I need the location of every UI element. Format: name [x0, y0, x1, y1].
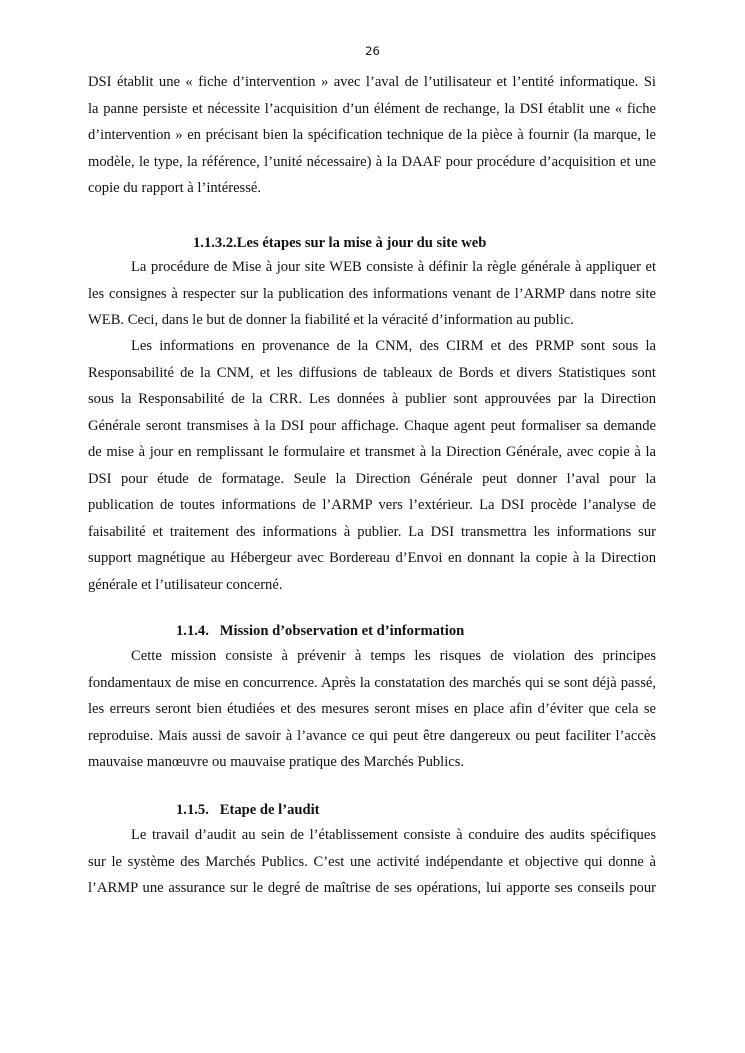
text-line: DSI établit une « fiche d’intervention » avec l’aval de l’utilisateur et l’entité informatique. Si: [88, 74, 656, 90]
text-line: modèle, le type, la référence, l’unité nécessaire) à la DAAF pour procédure d’acquisition et une: [88, 153, 656, 170]
intro-paragraph: [88, 69, 656, 202]
text-line: générale et l’utilisateur concerné.: [88, 576, 283, 593]
heading-1-1-3-2: 1.1.3.2.Les étapes sur la mise à jour du site web: [193, 235, 487, 251]
text-line: faisabilité et traitement des informations à publier. La DSI transmettra les informations sur: [88, 523, 656, 540]
text-line: WEB. Ceci, dans le but de donner la fiabilité et la véracité d’information au public.: [88, 312, 574, 328]
text-line: sur le système des Marchés Publics. C’est une activité indépendante et objective qui donne à: [88, 853, 656, 870]
text-line: copie du rapport à l’intéressé.: [88, 180, 262, 196]
text-line: de mise à jour en remplissant le formulaire et transmet à la Direction Générale, avec copie à la: [88, 444, 656, 460]
text-line: d’intervention » en précisant bien la spécification technique de la pièce à fournir (la marque, le: [88, 127, 656, 143]
paragraph-site-web-1: [88, 254, 656, 334]
page-number: 26: [365, 44, 380, 58]
text-line: Le travail d’audit au sein de l’établissement consiste à conduire des audits spécifiques: [131, 827, 656, 843]
heading-1-1-5: 1.1.5. Etape de l’audit: [176, 802, 320, 818]
text-line: les erreurs seront bien étudiées et des mesures seront mises en place afin d’éviter que cela se: [88, 701, 656, 717]
text-line: sous la Responsabilité de la CRR. Les données à publier sont approuvées par la Direction: [88, 391, 656, 407]
text-line: l’ARMP une assurance sur le degré de maîtrise de ses opérations, lui apporte ses conseils pour: [88, 880, 656, 896]
text-line: support magnétique au Hébergeur avec Bordereau d’Envoi en donnant la copie à la Direction: [88, 550, 656, 566]
text-line: la panne persiste et nécessite l’acquisition d’un élément de rechange, la DSI établit une « fiche: [88, 100, 656, 117]
text-line: La procédure de Mise à jour site WEB consiste à définir la règle générale à appliquer et: [131, 259, 656, 275]
text-line: Cette mission consiste à prévenir à temps les risques de violation des principes: [131, 648, 656, 664]
text-line: DSI pour étude de formatage. Seule la Direction Générale peut donner l’aval pour la: [88, 470, 656, 487]
text-line: Les informations en provenance de la CNM, des CIRM et des PRMP sont sous la: [131, 338, 656, 354]
heading-1-1-4: 1.1.4. Mission d’observation et d’information: [176, 623, 465, 639]
text-line: Responsabilité de la CNM, et les diffusions de tableaux de Bords et divers Statistiques sont: [88, 364, 656, 381]
text-line: publication de toutes informations de l’ARMP vers l’extérieur. La DSI procède l’analyse de: [88, 497, 656, 513]
paragraph-observation: [88, 643, 656, 776]
text-line: reproduise. Mais aussi de savoir à l’avance ce qui peut être dangereux ou peut faciliter l’accès: [88, 727, 656, 744]
text-line: les consignes à respecter sur la publication des informations venant de l’ARMP dans notre site: [88, 285, 656, 302]
text-line: Générale seront transmises à la DSI pour affichage. Chaque agent peut formaliser sa demande: [88, 417, 656, 434]
paragraph-site-web-2: [88, 333, 656, 598]
text-line: mauvaise manœuvre ou mauvaise pratique des Marchés Publics.: [88, 754, 465, 770]
text-line: fondamentaux de mise en concurrence. Après la constatation des marchés qui se sont déjà passé,: [88, 674, 656, 691]
paragraph-audit: [88, 822, 656, 902]
